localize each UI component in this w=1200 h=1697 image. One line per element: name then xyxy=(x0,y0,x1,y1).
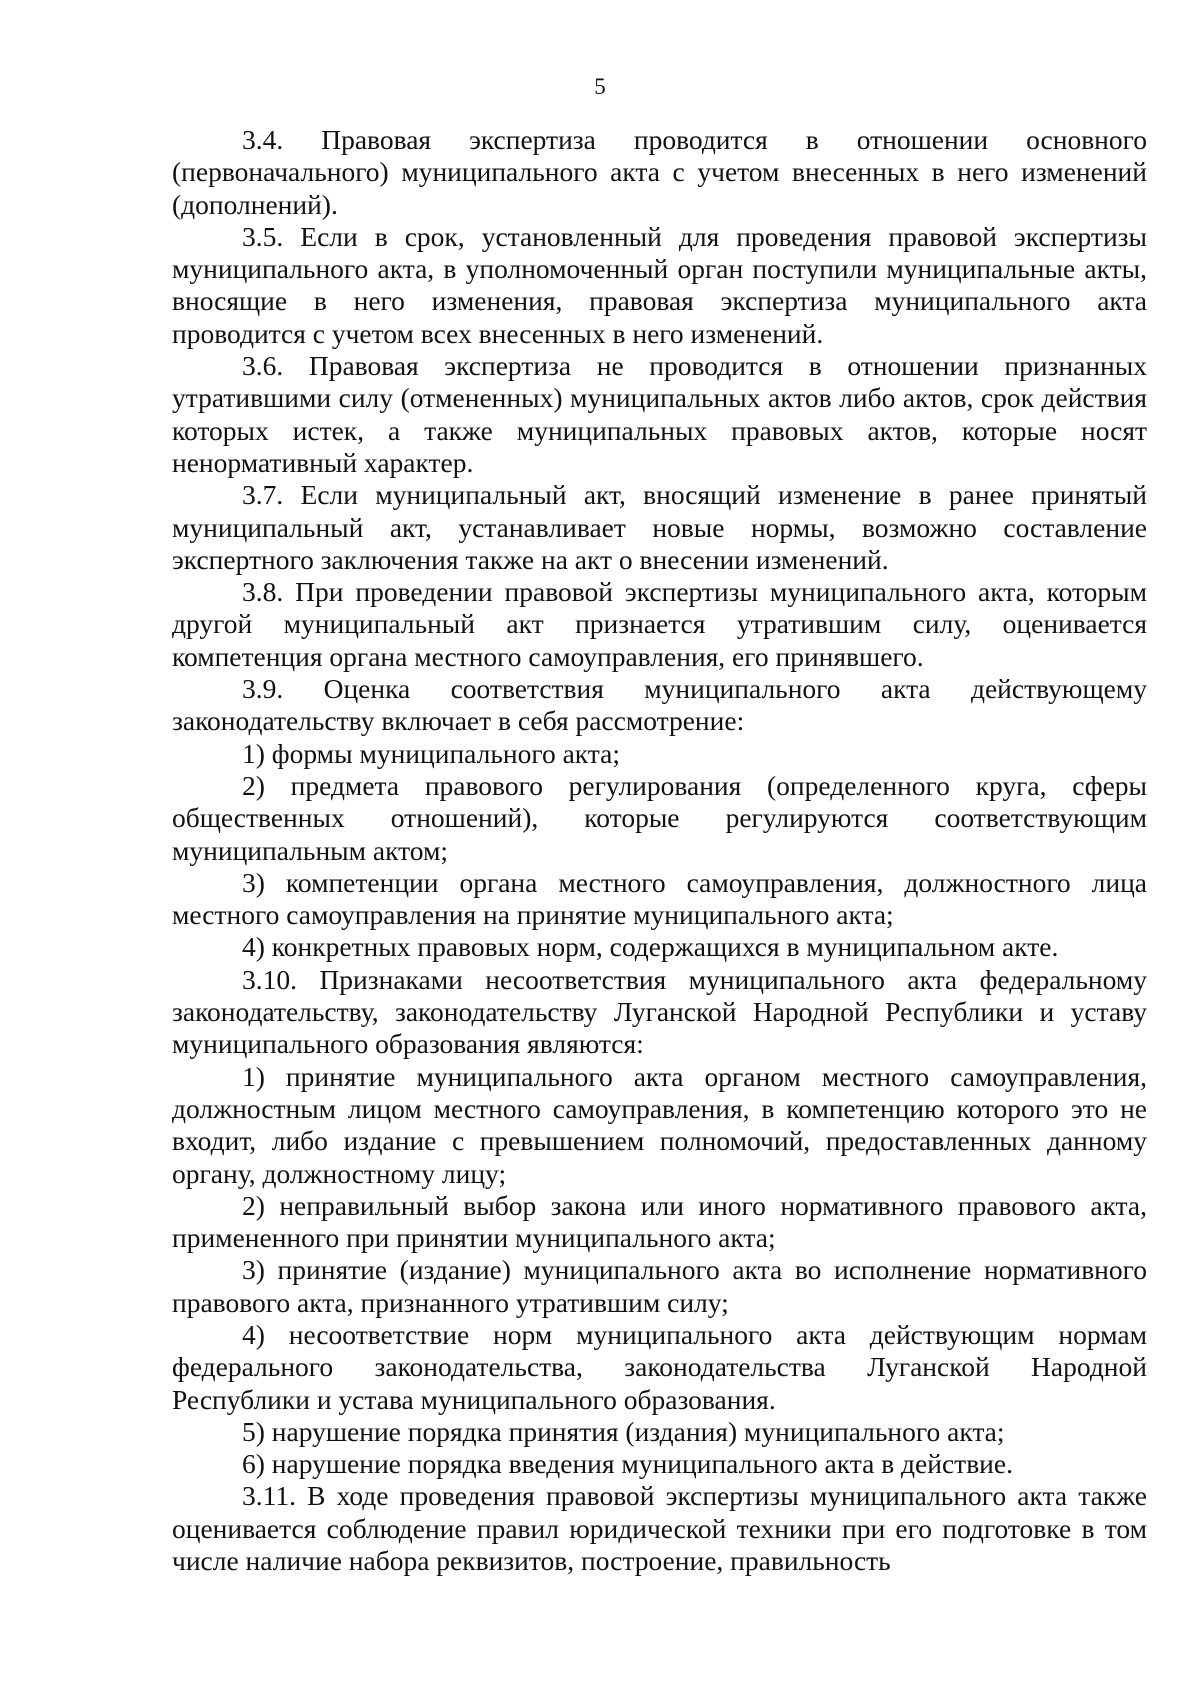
list-item-3-9-3: 3) компетенции органа местного самоуправления, должностного лица местного самоуправления на принятие муниципального акта; xyxy=(172,866,1147,931)
list-item-3-10-1: 1) принятие муниципального акта органом местного самоуправления, должностным лицом местного самоуправления, в компетенцию которого это не входит, либо издание с превышением полномочий, предоставленных данному органу, должностному лицу; xyxy=(172,1060,1147,1189)
document-body xyxy=(172,124,1147,1577)
list-item-3-9-1: 1) формы муниципального акта; xyxy=(242,737,620,769)
paragraph-3-9: 3.9. Оценка соответствия муниципального акта действующему законодательству включает в себя рассмотрение: xyxy=(172,673,1147,737)
list-item-3-10-6: 6) нарушение порядка введения муниципального акта в действие. xyxy=(242,1448,1013,1480)
list-item-3-9-4: 4) конкретных правовых норм, содержащихся в муниципальном акте. xyxy=(242,931,1059,963)
paragraph-3-5: 3.5. Если в срок, установленный для проведения правовой экспертизы муниципального акта, в уполномоченный орган поступили муниципальные акты, вносящие в него изменения, правовая экспертиза муниципального акта проводится с учетом всех внесенных в него изменений. xyxy=(172,220,1147,349)
list-item-3-10-2: 2) неправильный выбор закона или иного нормативного правового акта, примененного при принятии муниципального акта; xyxy=(172,1189,1147,1254)
list-item-3-10-5: 5) нарушение порядка принятия (издания) муниципального акта; xyxy=(242,1415,1005,1447)
paragraph-3-6: 3.6. Правовая экспертиза не проводится в отношении признанных утратившими силу (отмененных) муниципальных актов либо актов, срок действия которых истек, а также муниципальных правовых актов, которые носят ненормативный характер. xyxy=(172,350,1147,478)
list-item-3-10-3: 3) принятие (издание) муниципального акта во исполнение нормативного правового акта, признанного утратившим силу; xyxy=(172,1254,1147,1318)
page-number: 5 xyxy=(594,74,606,99)
list-item-3-9-2: 2) предмета правового регулирования (определенного круга, сферы общественных отношений), которые регулируются соответствующим муниципальным актом; xyxy=(172,769,1147,866)
list-item-3-10-4: 4) несоответствие норм муниципального акта действующим нормам федерального законодательства, законодательства Луганской Народной Республики и устава муниципального образования. xyxy=(172,1318,1147,1415)
paragraph-3-4: 3.4. Правовая экспертиза проводится в отношении основного (первоначального) муниципального акта с учетом внесенных в него изменений (дополнений). xyxy=(172,124,1147,220)
paragraph-3-11: 3.11. В ходе проведения правовой экспертизы муниципального акта также оценивается соблюдение правил юридической техники при его подготовке в том числе наличие набора реквизитов, построение, правильность xyxy=(172,1480,1147,1577)
paragraph-3-10: 3.10. Признаками несоответствия муниципального акта федеральному законодательству, законодательству Луганской Народной Республики и уставу муниципального образования являются: xyxy=(172,963,1147,1060)
paragraph-3-7: 3.7. Если муниципальный акт, вносящий изменение в ранее принятый муниципальный акт, устанавливает новые нормы, возможно составление экспертного заключения также на акт о внесении изменений. xyxy=(172,479,1147,575)
paragraph-3-8: 3.8. При проведении правовой экспертизы муниципального акта, которым другой муниципальный акт признается утратившим силу, оценивается компетенция органа местного самоуправления, его принявшего. xyxy=(172,576,1147,672)
